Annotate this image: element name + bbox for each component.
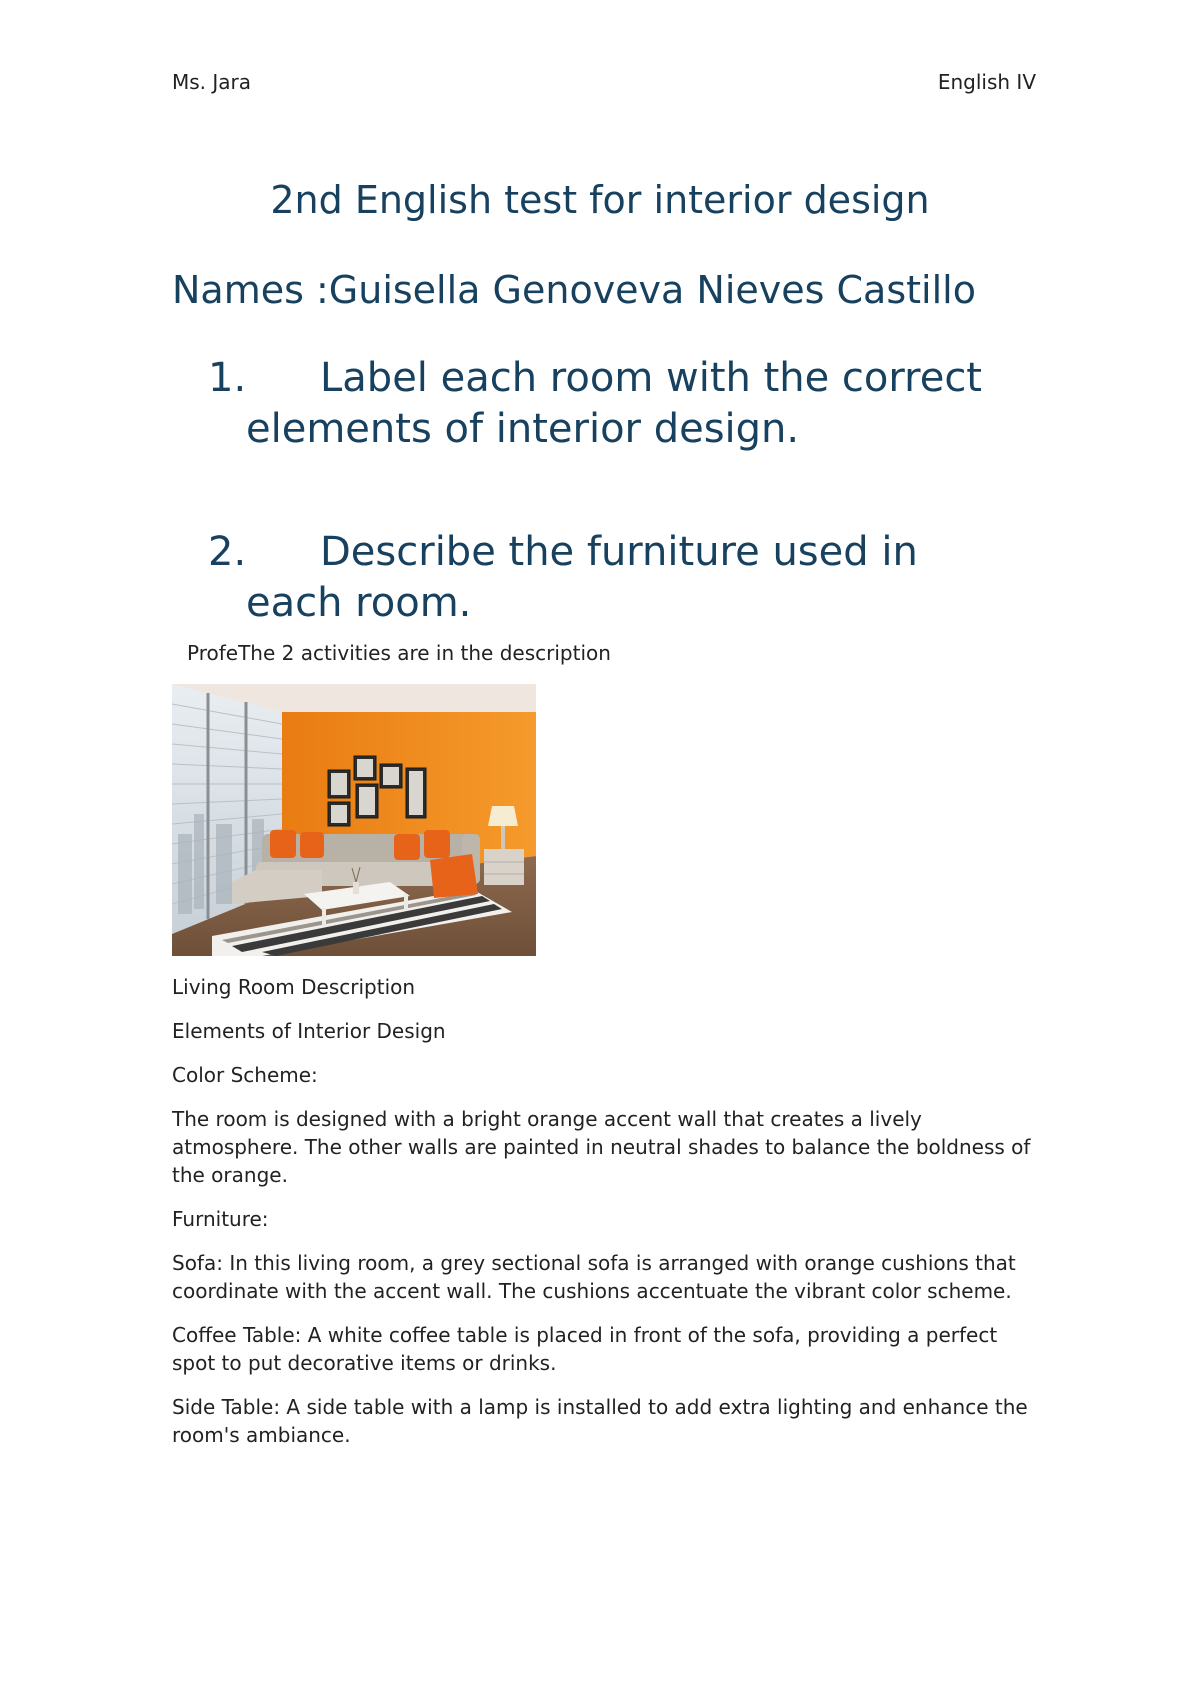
question-2	[172, 527, 1052, 629]
document-title: 2nd English test for interior design	[270, 178, 930, 222]
coffee-table-paragraph: Coffee Table: A white coffee table is placed in front of the sofa, providing a perfect spot to put decorative items or drinks.	[172, 1323, 998, 1375]
elements-subheading: Elements of Interior Design	[172, 1019, 446, 1043]
question-2-text-line-1: Describe the furniture used in	[320, 529, 918, 575]
activity-note: ProfeThe 2 activities are in the description	[187, 641, 611, 665]
color-scheme-label: Color Scheme:	[172, 1063, 318, 1087]
question-2-text-line-2: each room.	[246, 580, 472, 626]
question-2-number: 2.	[208, 529, 247, 575]
question-1	[172, 353, 1052, 455]
question-1-text-line-1: Label each room with the correct	[320, 355, 982, 401]
sofa-paragraph: Sofa: In this living room, a grey sectional sofa is arranged with orange cushions that coordinate with the accent wall. The cushions accentuate the vibrant color scheme.	[172, 1251, 1016, 1303]
furniture-label: Furniture:	[172, 1207, 269, 1231]
description-section	[172, 973, 1042, 1465]
question-1-text-line-2: elements of interior design.	[246, 406, 800, 452]
living-room-photo	[172, 684, 536, 956]
question-1-number: 1.	[208, 355, 247, 401]
side-table-paragraph: Side Table: A side table with a lamp is installed to add extra lighting and enhance the room's ambiance.	[172, 1395, 1028, 1447]
student-names: Names :Guisella Genoveva Nieves Castillo	[172, 268, 976, 312]
header-teacher: Ms. Jara	[172, 70, 252, 94]
color-scheme-paragraph: The room is designed with a bright orange accent wall that creates a lively atmosphere. The other walls are painted in neutral shades to balance the boldness of the orange.	[172, 1107, 1031, 1187]
description-heading: Living Room Description	[172, 975, 416, 999]
header-course: English IV	[937, 70, 1036, 94]
